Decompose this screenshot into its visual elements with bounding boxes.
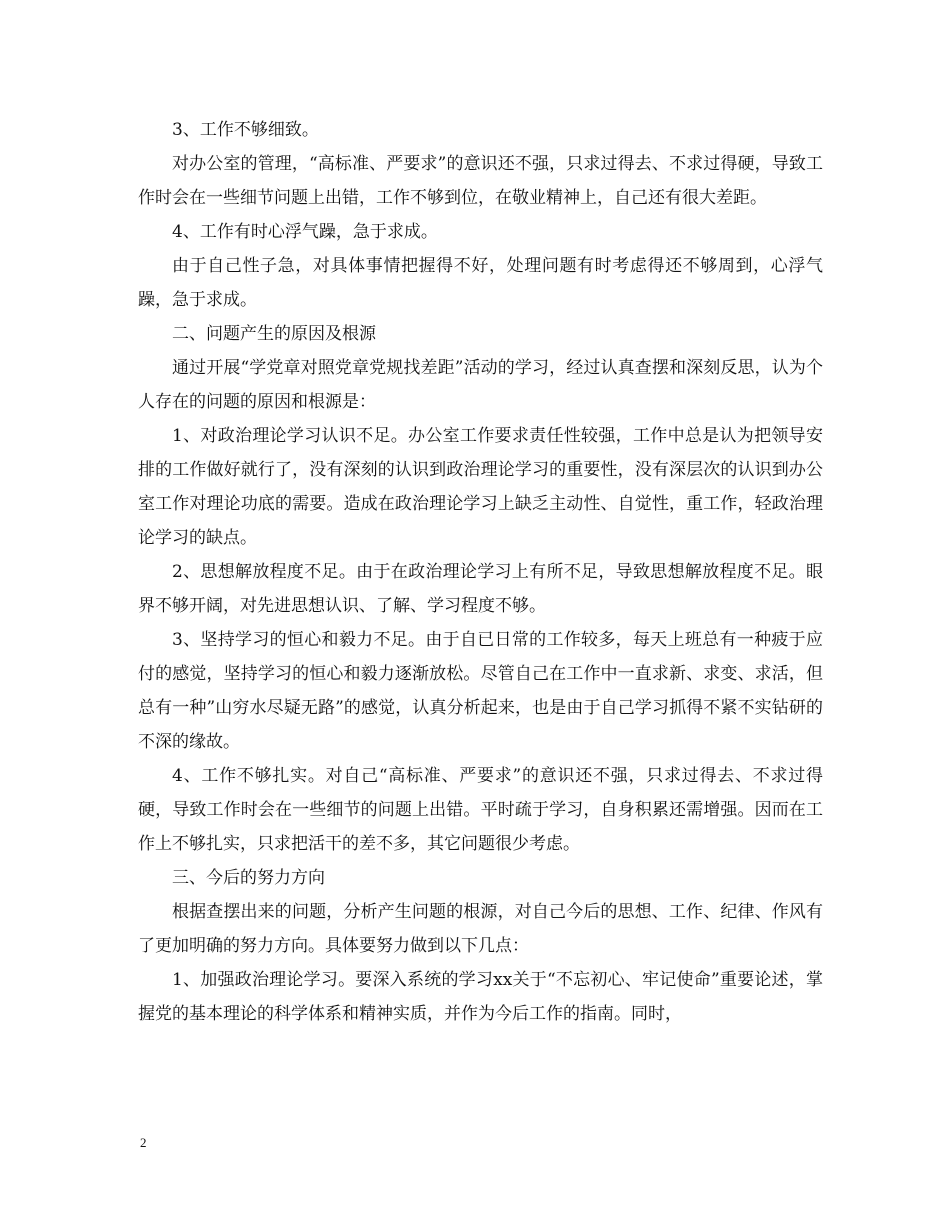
paragraph-6: 通过开展“学党章对照党章党规找差距”活动的学习，经过认真查摆和深刻反思，认为个人存在的问题的原因和根源是：	[138, 358, 823, 412]
paragraph-4: 由于自己性子急，对具体事情把握得不好，处理问题有时考虑得还不够周到，心浮气躁，急于求成。	[138, 256, 823, 310]
section-heading-3: 三、今后的努力方向	[172, 868, 325, 888]
paragraph-12: 根据查摆出来的问题，分析产生问题的根源，对自己今后的思想、工作、纪律、作风有了更加明确的努力方向。具体要努力做到以下几点：	[138, 902, 823, 956]
paragraph-2: 对办公室的管理，“高标准、严要求”的意识还不强，只求过得去、不求过得硬，导致工作时会在一些细节问题上出错，工作不够到位，在敬业精神上，自己还有很大差距。	[138, 154, 823, 208]
paragraph-3: 4、工作有时心浮气躁，急于求成。	[172, 222, 438, 242]
paragraph-1: 3、工作不够细致。	[172, 120, 319, 140]
paragraph-8: 2、思想解放程度不足。由于在政治理论学习上有所不足，导致思想解放程度不足。眼界不够开阔，对先进思想认识、了解、学习程度不够。	[138, 562, 823, 616]
section-heading-2: 二、问题产生的原因及根源	[172, 324, 376, 344]
paragraph-13: 1、加强政治理论学习。要深入系统的学习xx关于“不忘初心、牢记使命”重要论述，掌握党的基本理论的科学体系和精神实质，并作为今后工作的指南。同时，	[138, 970, 823, 1024]
paragraph-7: 1、对政治理论学习认识不足。办公室工作要求责任性较强，工作中总是认为把领导安排的工作做好就行了，没有深刻的认识到政治理论学习的重要性，没有深层次的认识到办公室工作对理论功底的需要。造成在政治理论学习上缺乏主动性、自觉性，重工作，轻政治理论学习的缺点。	[138, 426, 823, 548]
page-number: 2	[140, 1135, 147, 1150]
paragraph-9: 3、坚持学习的恒心和毅力不足。由于自已日常的工作较多，每天上班总有一种疲于应付的感觉，坚持学习的恒心和毅力逐渐放松。尽管自己在工作中一直求新、求变、求活，但总有一种”山穷水尽疑无路”的感觉，认真分析起来，也是由于自己学习抓得不紧不实钻研的不深的缘故。	[138, 630, 823, 752]
paragraph-10: 4、工作不够扎实。对自己“高标准、严要求”的意识还不强，只求过得去、不求过得硬，导致工作时会在一些细节的问题上出错。平时疏于学习，自身积累还需增强。因而在工作上不够扎实，只求把活干的差不多，其它问题很少考虑。	[138, 766, 823, 854]
document-body	[138, 113, 823, 1031]
